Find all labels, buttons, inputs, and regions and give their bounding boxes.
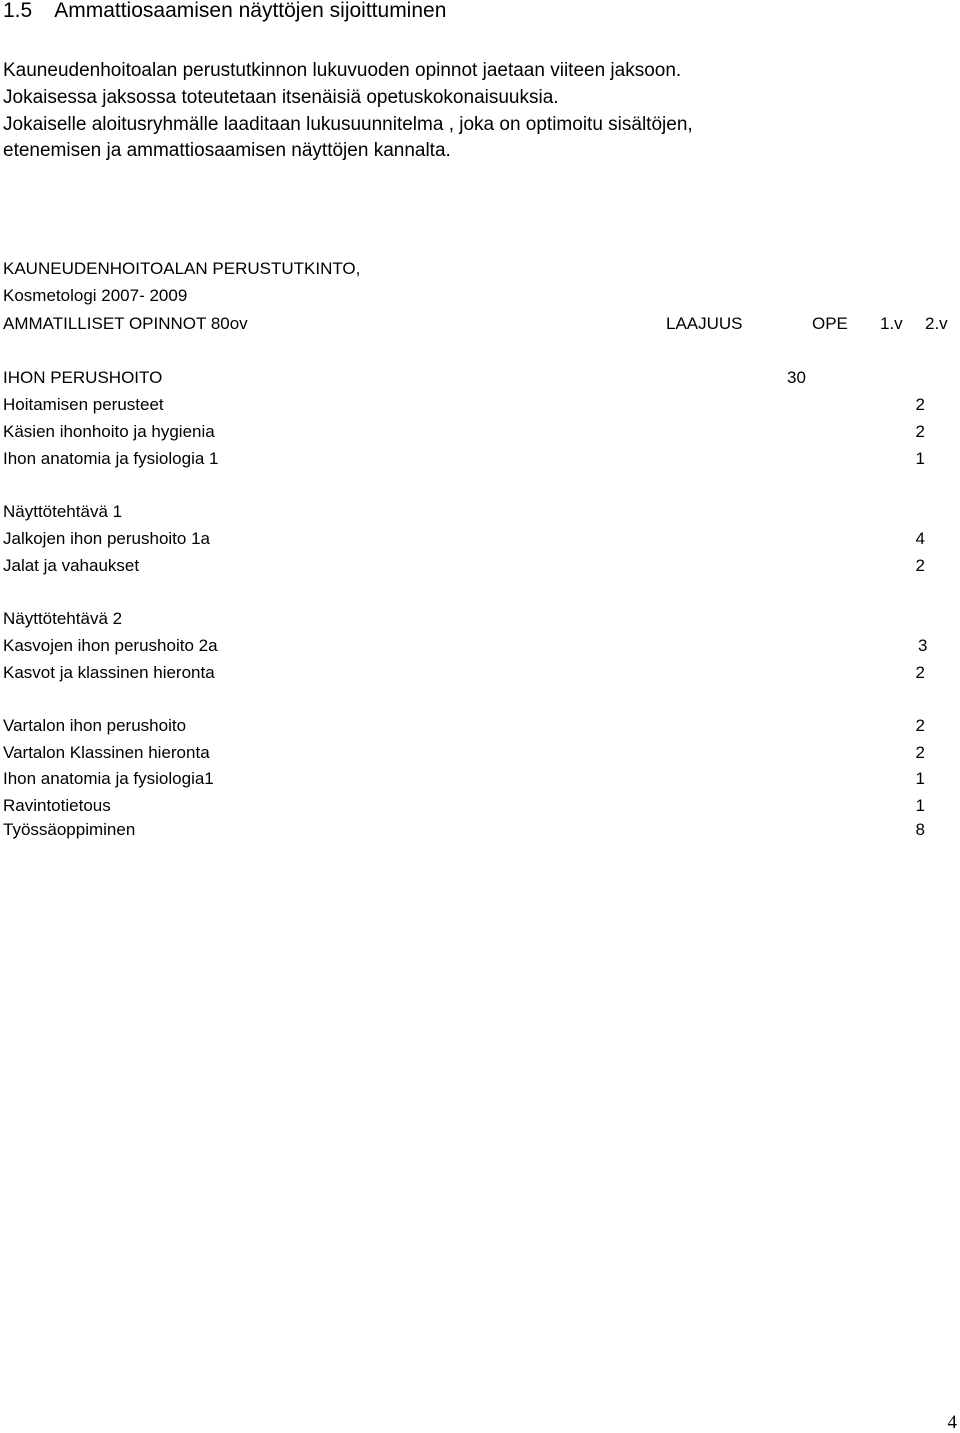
course-value: 8 [915,820,925,839]
course-name: Ihon anatomia ja fysiologia 1 [3,449,219,468]
course-name: Työssäoppiminen [3,820,136,839]
intro-line: etenemisen ja ammattiosaamisen näyttöjen kannalta. [3,140,451,162]
course-name: Ravintotietous [3,796,111,815]
page-number: 4 [947,1412,957,1433]
programme-title: KAUNEUDENHOITOALAN PERUSTUTKINTO, [3,259,361,278]
module-name: IHON PERUSHOITO [3,368,163,387]
course-value: 2 [915,743,925,762]
intro-paragraph [3,58,693,165]
course-value: 2 [915,395,925,414]
course-value: 2 [915,422,925,441]
section-title: Ammattiosaamisen näyttöjen sijoittuminen [54,0,447,22]
course-name: Kasvojen ihon perushoito 2a [3,636,218,655]
course-name: Kasvot ja klassinen hieronta [3,663,215,682]
column-header-year-2: 2.v [925,314,948,333]
course-value: 3 [918,636,928,655]
course-value: 2 [915,716,925,735]
course-value: 1 [915,449,925,468]
course-name: Jalkojen ihon perushoito 1a [3,529,210,548]
studies-label: AMMATILLISET OPINNOT 80ov [3,314,248,333]
intro-line: Jokaisessa jaksossa toteutetaan itsenäisiä opetuskokonaisuuksia. [3,86,559,108]
course-name: Vartalon ihon perushoito [3,716,187,735]
column-header-laajuus: LAAJUUS [666,314,743,333]
course-value: 2 [915,556,925,575]
programme-subtitle: Kosmetologi 2007- 2009 [3,286,188,305]
course-value: 1 [915,769,925,788]
demonstration-task-heading: Näyttötehtävä 2 [3,609,123,628]
intro-line: Kauneudenhoitoalan perustutkinnon lukuvuoden opinnot jaetaan viiteen jaksoon. [3,60,682,81]
column-header-ope: OPE [812,314,848,333]
course-value: 1 [915,796,925,815]
course-name: Vartalon Klassinen hieronta [3,743,210,762]
course-value: 4 [915,529,925,548]
section-heading [3,0,446,24]
section-number: 1.5 [3,0,33,22]
intro-line: Jokaiselle aloitusryhmälle laaditaan lukusuunnitelma , joka on optimoitu sisältöjen, [3,113,693,135]
course-name: Jalat ja vahaukset [3,556,140,575]
course-value: 2 [915,663,925,682]
course-name: Käsien ihonhoito ja hygienia [3,422,215,441]
course-name: Hoitamisen perusteet [3,395,164,414]
demonstration-task-heading: Näyttötehtävä 1 [3,502,123,521]
column-header-year-1: 1.v [880,314,903,333]
module-laajuus: 30 [787,368,806,387]
course-name: Ihon anatomia ja fysiologia1 [3,769,214,788]
